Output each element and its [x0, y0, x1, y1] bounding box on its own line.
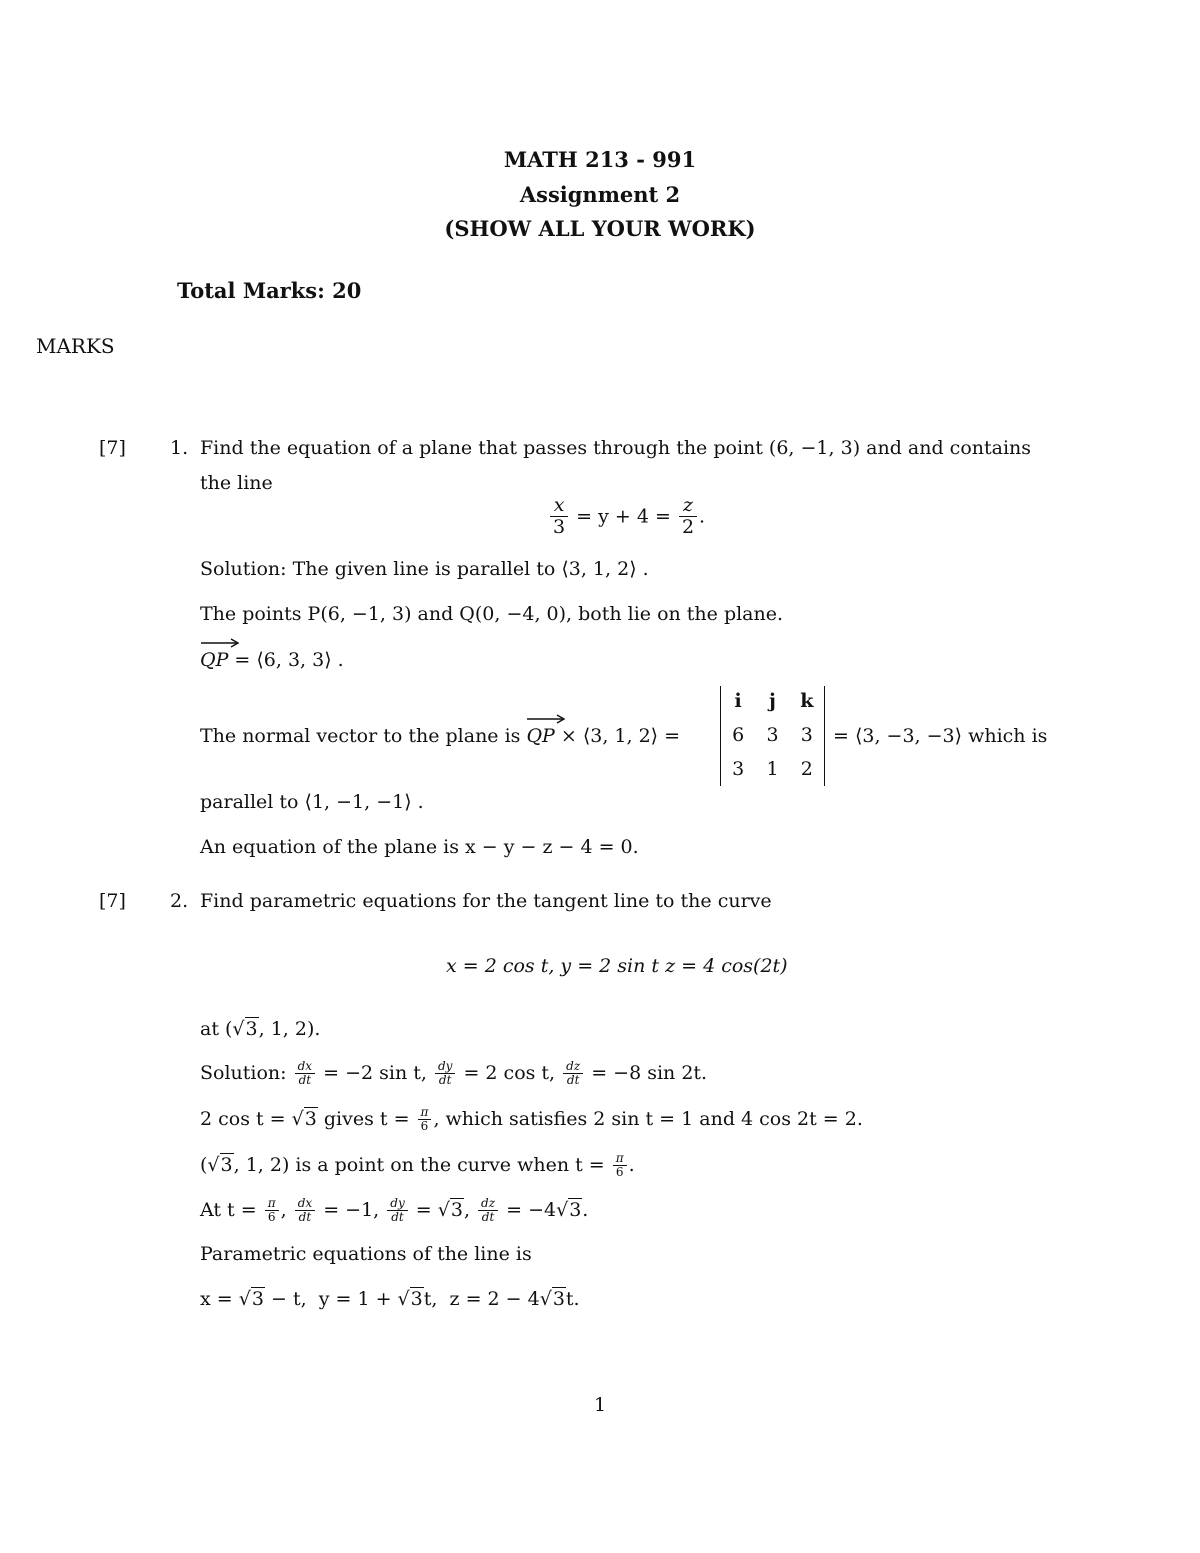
at-t-dz-end: . [582, 1198, 589, 1221]
q1-number: 1. [170, 437, 189, 459]
det-cell: i [734, 690, 742, 712]
det-row-3 [721, 758, 824, 780]
line-eq-middle: = y + 4 = [576, 505, 671, 528]
q1-normal-result: = ⟨3, −3, −3⟩ which is [833, 725, 1048, 747]
q2-marks: [7] [99, 890, 126, 912]
param-y-end: t, [423, 1288, 438, 1310]
dy: dy [437, 1059, 453, 1073]
at-prefix: at ( [200, 1018, 233, 1040]
at-t-dx: = −1, [323, 1198, 380, 1221]
det-cell: 3 [732, 758, 745, 780]
q2-point-on-curve [200, 1152, 635, 1179]
q2-gives-t [200, 1106, 863, 1133]
pi: π [420, 1105, 429, 1119]
det-cell: 3 [766, 724, 779, 746]
dt: dt [481, 1209, 495, 1224]
dt: dt [298, 1209, 312, 1224]
param-x: x = [200, 1288, 233, 1310]
det-cell: 3 [800, 724, 813, 746]
det-cell: 6 [732, 724, 745, 746]
q2-param-label: Parametric equations of the line is [200, 1243, 532, 1265]
sqrt-radicand: 3 [410, 1288, 423, 1310]
param-z: z = 2 − 4 [449, 1288, 540, 1310]
sqrt: √3 [539, 1288, 565, 1310]
sqrt-radicand: 3 [251, 1288, 264, 1310]
q2-number: 2. [170, 890, 189, 912]
sqrt-radicand: 3 [552, 1288, 565, 1310]
q1-plane-equation: An equation of the plane is x − y − z − 4 = 0. [200, 836, 639, 858]
marks-column-label: MARKS [36, 334, 115, 358]
at-t-dy-end: , [463, 1198, 470, 1221]
param-z-end: t. [565, 1288, 580, 1310]
point-prefix: ( [200, 1153, 208, 1176]
sqrt: √3 [556, 1198, 582, 1221]
q2-at-point [200, 1020, 320, 1039]
course-title: MATH 213 - 991 [503, 147, 697, 172]
det-cell: k [800, 690, 814, 712]
param-y: y = 1 + [318, 1288, 392, 1310]
at-suffix: , 1, 2). [258, 1018, 321, 1040]
dt: dt [438, 1072, 452, 1087]
sqrt: √3 [238, 1288, 264, 1310]
gives-suffix: , which satisfies 2 sin t = 1 and 4 cos 2t = 2. [433, 1107, 863, 1130]
dx: dx [297, 1059, 313, 1073]
dy: dy [390, 1196, 405, 1210]
sqrt: √3 [397, 1288, 423, 1310]
point-end: . [628, 1153, 635, 1176]
normal-cross: × ⟨3, 1, 2⟩ = [560, 725, 681, 747]
q1-solution-points: The points P(6, −1, 3) and Q(0, −4, 0), both lie on the plane. [200, 603, 784, 625]
sqrt: √3 [437, 1198, 463, 1221]
page-number: 1 [593, 1394, 607, 1416]
q1-statement-line1: Find the equation of a plane that passes through the point (6, −1, 3) and and contains [200, 437, 1032, 459]
at-t-dz: = −4 [506, 1198, 557, 1221]
q2-at-t-values: At t = $\frac{\pi}{6}$ , $\frac{dx}{dt}$ = −1, $\frac{dy}{dt}$ = √3, $\frac{dz}{dt}$ = −4√3. [200, 1196, 589, 1224]
sqrt-radicand: 3 [569, 1198, 582, 1221]
frac-x-denominator: 3 [553, 515, 566, 538]
sqrt-radicand: 3 [245, 1018, 258, 1040]
frac-x-numerator: x [553, 494, 565, 516]
sqrt-radicand: 3 [304, 1107, 317, 1130]
at-t-prefix: At t = [200, 1198, 257, 1221]
qp-vector-symbol [200, 651, 228, 670]
six: 6 [267, 1209, 276, 1224]
at-t-dy: = [415, 1198, 432, 1221]
q1-line-equation [548, 496, 705, 538]
q1-solution-parallel: Solution: The given line is parallel to ⟨3, 1, 2⟩ . [200, 558, 649, 580]
dt: dt [566, 1072, 580, 1087]
sqrt-radicand: 3 [450, 1198, 463, 1221]
qp-label: QP [200, 649, 229, 671]
qp-vector-symbol-2 [526, 727, 554, 746]
det-row-2 [721, 724, 824, 746]
q1-parallel: parallel to ⟨1, −1, −1⟩ . [200, 791, 424, 813]
line-eq-end: . [699, 505, 706, 528]
vector-arrow-icon [526, 714, 566, 724]
instruction-heading: (SHOW ALL YOUR WORK) [444, 216, 756, 241]
det-cell: 2 [800, 758, 813, 780]
sol-dy: = 2 cos t, [463, 1061, 556, 1084]
vector-arrow-icon [200, 638, 240, 648]
gives-prefix: 2 cos t = [200, 1107, 286, 1130]
q1-marks: [7] [99, 437, 126, 459]
q1-normal-vector-text [200, 727, 680, 746]
point-mid: , 1, 2) is a point on the curve when t = [233, 1153, 605, 1176]
qp-label-2: QP [526, 725, 555, 747]
det-row-1 [721, 690, 824, 712]
frac-z-numerator: z [682, 494, 693, 516]
sqrt: √3 [291, 1107, 317, 1130]
pi: π [615, 1151, 624, 1165]
dz: dz [481, 1196, 496, 1210]
six: 6 [420, 1118, 429, 1133]
q2-solution-derivatives [200, 1060, 707, 1087]
dx: dx [297, 1196, 313, 1210]
six: 6 [615, 1164, 624, 1179]
sqrt-radicand: 3 [220, 1153, 233, 1176]
dt: dt [391, 1209, 404, 1224]
qp-value: = ⟨6, 3, 3⟩ . [234, 649, 344, 671]
q2-param-equations [200, 1290, 580, 1309]
dt: dt [298, 1072, 312, 1087]
sqrt: √3 [232, 1018, 258, 1040]
q1-statement-line2: the line [200, 472, 273, 494]
pi: π [267, 1196, 276, 1210]
det-cell: 1 [766, 758, 779, 780]
dz: dz [566, 1059, 581, 1073]
sol-dx: = −2 sin t, [323, 1061, 427, 1084]
sol-dz: = −8 sin 2t. [591, 1061, 708, 1084]
gives-mid: gives t = [323, 1107, 410, 1130]
q2-statement: Find parametric equations for the tangent line to the curve [200, 890, 772, 912]
total-marks: Total Marks: 20 [177, 278, 362, 303]
solution-label: Solution: [200, 1061, 287, 1084]
sqrt: √3 [207, 1153, 233, 1176]
q2-curve-equation: x = 2 cos t, y = 2 sin t z = 4 cos(2t) [446, 955, 788, 977]
normal-prefix: The normal vector to the plane is [200, 725, 521, 747]
q1-qp-vector [200, 651, 344, 670]
param-x-end: − t, [270, 1288, 307, 1310]
frac-z-denominator: 2 [681, 515, 695, 538]
det-cell: j [769, 690, 776, 712]
assignment-title: Assignment 2 [519, 182, 681, 207]
determinant-matrix [720, 686, 825, 786]
